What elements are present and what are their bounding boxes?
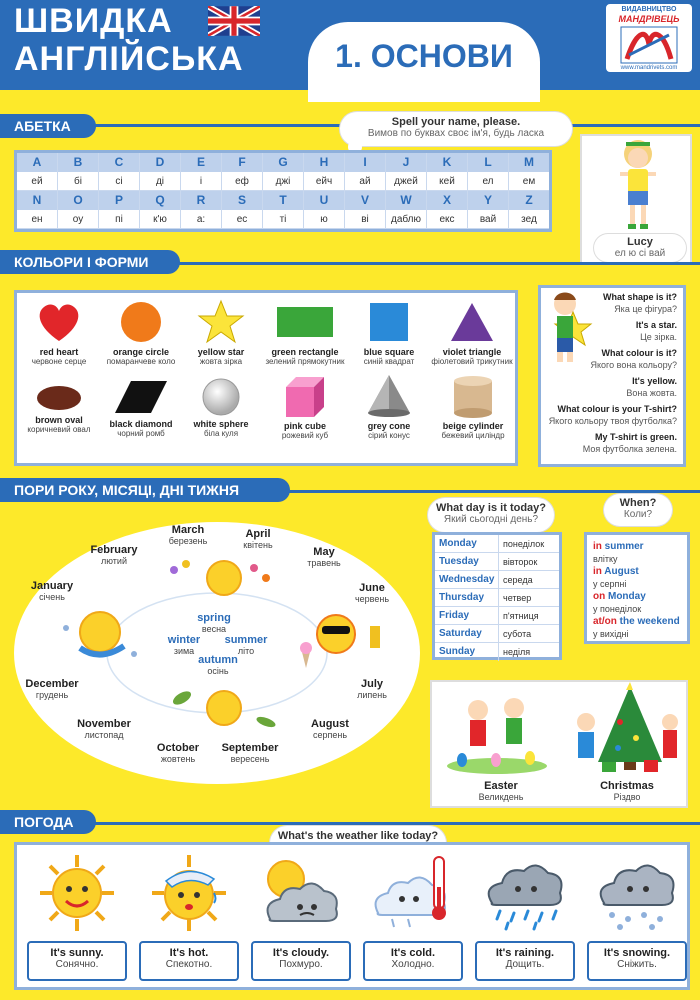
cylinder-icon xyxy=(448,373,498,419)
lucy-spelling: ел ю сі вай xyxy=(614,248,666,259)
section-label-alphabet: АБЕТКА xyxy=(0,114,96,138)
month-en: September xyxy=(221,742,279,754)
day-en: Monday xyxy=(435,535,499,552)
alphabet-letter-cell: A xyxy=(17,153,58,172)
day-en: Wednesday xyxy=(435,571,499,588)
oval-icon xyxy=(34,383,84,413)
month-ua: квітень xyxy=(243,540,273,550)
rain-cloud-icon xyxy=(480,853,570,933)
month-october xyxy=(136,742,220,764)
shape-red-heart xyxy=(17,299,101,366)
bubble-ua-text: Вимов по буквах своє ім'я, будь ласка xyxy=(367,128,545,139)
alphabet-letter-cell: W xyxy=(386,191,427,210)
alphabet-pron-cell: к'ю xyxy=(140,210,181,228)
month-en: August xyxy=(311,718,349,730)
shape-label-en: grey cone xyxy=(367,421,411,431)
alphabet-pron-cell: ай xyxy=(345,172,386,190)
shape-black-diamond xyxy=(99,377,183,438)
season-en: winter xyxy=(167,634,201,646)
shape-label-ua: чорний ромб xyxy=(117,429,165,438)
uk-flag-icon xyxy=(208,6,260,36)
weather-ua: Сніжить. xyxy=(617,959,657,970)
triangle-icon xyxy=(447,299,497,345)
dialog-line-ua: Яка це фігура? xyxy=(614,304,677,314)
month-ua: жовтень xyxy=(160,754,196,764)
boy-with-star-icon xyxy=(543,290,601,370)
weather-en: It's sunny. xyxy=(50,947,104,959)
shape-label-en: beige cylinder xyxy=(442,421,504,431)
weather-en: It's hot. xyxy=(169,947,209,959)
seasons-wheel xyxy=(14,522,420,784)
lucy-illustration xyxy=(580,134,692,264)
shape-label-ua: помаранчеве коло xyxy=(106,357,176,366)
sphere-icon xyxy=(196,377,246,417)
when-en: When? xyxy=(619,497,657,509)
preposition: in xyxy=(593,541,602,552)
alphabet-pron-cell: джей xyxy=(386,172,427,190)
day-row xyxy=(435,607,559,625)
when-list xyxy=(584,532,690,644)
alphabet-pron-cell: зед xyxy=(521,214,537,225)
section-divider xyxy=(0,822,700,825)
holiday-easter xyxy=(446,780,556,802)
season-en: autumn xyxy=(198,654,238,666)
season-en: spring xyxy=(197,612,231,624)
shape-green-rectangle xyxy=(263,299,347,366)
when-ua: влітку xyxy=(593,554,618,564)
rectangle-icon xyxy=(275,299,335,345)
shape-dialog xyxy=(538,285,686,467)
weather-card xyxy=(251,941,351,981)
alphabet-letter-cell: M xyxy=(524,155,534,169)
weather-snowing xyxy=(587,853,687,933)
month-ua: березень xyxy=(168,536,208,546)
dialog-line-en: What shape is it? xyxy=(602,292,677,302)
shape-label-en: white sphere xyxy=(193,419,249,429)
shape-label-ua: коричневий овал xyxy=(27,425,91,434)
shape-white-sphere xyxy=(179,377,263,438)
weather-hot xyxy=(139,853,239,933)
shape-label-en: orange circle xyxy=(112,347,170,357)
alphabet-pron-cell: оу xyxy=(58,210,99,228)
title-line-1: ШВИДКА xyxy=(14,2,173,40)
weather-en: It's cold. xyxy=(390,947,436,959)
when-ua: у понеділок xyxy=(593,604,642,614)
shape-label-ua: рожевий куб xyxy=(281,431,329,440)
month-en: July xyxy=(360,678,383,690)
alphabet-letter-cell: B xyxy=(58,153,99,172)
lesson-title: 1. ОСНОВИ xyxy=(335,38,513,74)
season-ua: осінь xyxy=(207,666,229,676)
alphabet-letter-cell: U xyxy=(304,191,345,210)
alphabet-letter-cell: H xyxy=(304,153,345,172)
when-phrase xyxy=(593,591,681,603)
cloudy-icon xyxy=(256,853,346,933)
month-en: January xyxy=(30,580,74,592)
day-row xyxy=(435,625,559,643)
shape-blue-square xyxy=(347,299,431,366)
alphabet-pron-cell: ейч xyxy=(304,172,345,190)
alphabet-pron-cell: а: xyxy=(181,210,222,228)
day-row xyxy=(435,571,559,589)
bubble-en-text: Spell your name, please. xyxy=(391,116,521,128)
holiday-en: Christmas xyxy=(600,780,654,792)
month-en: May xyxy=(313,546,335,558)
season-autumn xyxy=(186,654,250,676)
alphabet-letter-cell: F xyxy=(222,153,263,172)
day-ua: субота xyxy=(503,629,532,639)
when-noun: Monday xyxy=(605,591,646,602)
month-november xyxy=(62,718,146,740)
alphabet-pron-cell: ей xyxy=(17,172,58,190)
shape-label-en: red heart xyxy=(39,347,79,357)
alphabet-letter-cell: Q xyxy=(140,191,181,210)
season-winter xyxy=(152,634,216,656)
alphabet-letter-cell: O xyxy=(58,191,99,210)
weather-card xyxy=(475,941,575,981)
alphabet-pron-cell: і xyxy=(181,172,222,190)
winter-sun-icon xyxy=(80,612,120,652)
shape-label-ua: синій квадрат xyxy=(363,357,415,366)
shape-pink-cube xyxy=(263,373,347,440)
day-question-en: What day is it today? xyxy=(435,502,546,514)
lucy-name-bubble xyxy=(594,234,686,262)
alphabet-pron-cell: вай xyxy=(468,210,509,228)
weather-cold xyxy=(363,853,463,933)
holidays-panel xyxy=(430,680,688,808)
alphabet-pron-cell: бі xyxy=(58,172,99,190)
month-en: April xyxy=(245,528,271,540)
month-july xyxy=(330,678,414,700)
shape-label-en: violet triangle xyxy=(442,347,502,357)
shape-label-en: green rectangle xyxy=(271,347,339,357)
day-ua: п'ятниця xyxy=(503,611,539,621)
shape-label-ua: червоне серце xyxy=(31,357,87,366)
day-en: Saturday xyxy=(435,625,499,642)
star-icon xyxy=(196,299,246,345)
month-june xyxy=(330,582,414,604)
diamond-icon xyxy=(113,377,169,417)
alphabet-pron-cell: пі xyxy=(99,210,140,228)
weather-ua: Спекотно. xyxy=(165,959,213,970)
alphabet-letter-cell: X xyxy=(427,191,468,210)
shape-label-en: pink cube xyxy=(283,421,326,431)
section-label-weather: ПОГОДА xyxy=(0,810,96,834)
shape-label-ua: сірий конус xyxy=(368,431,410,440)
alphabet-letter-cell: P xyxy=(99,191,140,210)
dialog-line-ua: Це зірка. xyxy=(640,332,677,342)
day-ua: середа xyxy=(503,575,533,585)
dialog-line-en: What colour is your T-shirt? xyxy=(557,404,677,414)
days-table xyxy=(432,532,562,660)
preposition: at/on xyxy=(593,616,617,627)
alphabet-pron-cell: ві xyxy=(345,210,386,228)
when-ua: у серпні xyxy=(593,579,627,589)
day-row xyxy=(435,535,559,553)
weather-strip xyxy=(14,842,690,990)
alphabet-row-letters-1 xyxy=(17,153,549,172)
alphabet-pron-cell: еф xyxy=(222,172,263,190)
weather-en: It's cloudy. xyxy=(272,947,330,959)
alphabet-letter-cell: Z xyxy=(525,193,533,207)
shape-label-en: black diamond xyxy=(109,419,173,429)
month-ua: грудень xyxy=(35,690,69,700)
month-en: December xyxy=(25,678,79,690)
alphabet-pron-cell: ем xyxy=(522,176,536,187)
alphabet-pron-cell: кей xyxy=(427,172,468,190)
month-ua: травень xyxy=(307,558,341,568)
alphabet-letter-cell: R xyxy=(181,191,222,210)
weather-ua: Дощить. xyxy=(505,959,545,970)
shape-beige-cylinder xyxy=(431,373,515,440)
alphabet-row-prons-2 xyxy=(17,210,549,229)
preposition: in xyxy=(593,566,602,577)
month-ua: вересень xyxy=(230,754,270,764)
day-question-bubble xyxy=(428,498,554,532)
season-ua: зима xyxy=(173,646,195,656)
shape-grey-cone xyxy=(347,373,431,440)
alphabet-letter-cell: C xyxy=(99,153,140,172)
square-icon xyxy=(364,299,414,345)
dialog-line-en: What colour is it? xyxy=(601,348,677,358)
alphabet-pron-cell: ті xyxy=(263,210,304,228)
day-row xyxy=(435,553,559,571)
alphabet-letter-cell: G xyxy=(263,153,304,172)
publisher-name: МАНДРІВЕЦЬ xyxy=(618,14,680,24)
weather-card xyxy=(27,941,127,981)
hot-sun-icon xyxy=(144,853,234,933)
dialog-line-en: It's a star. xyxy=(635,320,677,330)
shape-label-ua: жовта зірка xyxy=(199,357,243,366)
girl-character-icon xyxy=(582,136,690,232)
section-label-colours: КОЛЬОРИ І ФОРМИ xyxy=(0,250,180,274)
alphabet-row-prons-1 xyxy=(17,172,549,191)
alphabet-row-letters-2 xyxy=(17,191,549,210)
alphabet-letter-cell: I xyxy=(345,153,386,172)
month-september xyxy=(208,742,292,764)
preposition: on xyxy=(593,591,606,602)
shape-label-en: brown oval xyxy=(35,415,83,425)
holiday-christmas xyxy=(572,780,682,802)
weather-sunny xyxy=(27,853,127,933)
day-en: Thursday xyxy=(435,589,499,606)
alphabet-letter-cell: E xyxy=(181,153,222,172)
month-en: March xyxy=(171,524,205,536)
spell-name-bubble xyxy=(340,112,572,146)
month-january xyxy=(10,580,94,602)
month-ua: листопад xyxy=(84,730,124,740)
shape-label-ua: зелений прямокутник xyxy=(265,357,345,366)
alphabet-pron-cell: ю xyxy=(304,210,345,228)
cold-cloud-icon xyxy=(368,853,458,933)
dialog-line-en: My T-shirt is green. xyxy=(594,432,677,442)
weather-card xyxy=(587,941,687,981)
month-ua: січень xyxy=(39,592,65,602)
lucy-name: Lucy xyxy=(627,236,653,248)
shape-label-ua: фіолетовий трикутник xyxy=(431,357,513,366)
weather-card xyxy=(363,941,463,981)
dialog-line-ua: Якого кольору твоя футболка? xyxy=(548,416,677,426)
alphabet-letter-cell: D xyxy=(140,153,181,172)
publisher-emblem-icon xyxy=(619,25,679,65)
weather-card xyxy=(139,941,239,981)
when-ua: у вихідні xyxy=(593,629,629,639)
weather-ua: Сонячно. xyxy=(55,959,99,970)
month-december xyxy=(10,678,94,700)
alphabet-letter-cell: Y xyxy=(468,191,509,210)
month-en: October xyxy=(156,742,200,754)
season-ua: весна xyxy=(201,624,227,634)
shape-violet-triangle xyxy=(427,299,517,366)
day-en: Tuesday xyxy=(435,553,499,570)
easter-kids-icon xyxy=(442,686,552,776)
weather-en: It's snowing. xyxy=(603,947,671,959)
weather-cloudy xyxy=(251,853,351,933)
shape-label-en: blue square xyxy=(363,347,415,357)
publisher-top-text: ВИДАВНИЦТВО xyxy=(621,6,677,13)
alphabet-letter-cell: N xyxy=(17,191,58,210)
day-ua: четвер xyxy=(503,593,532,603)
alphabet-letter-cell: S xyxy=(222,191,263,210)
month-ua: лютий xyxy=(101,556,127,566)
when-noun: the weekend xyxy=(616,616,680,627)
day-question-ua: Який сьогодні день? xyxy=(443,514,539,525)
season-spring xyxy=(182,612,246,634)
shape-label-en: yellow star xyxy=(197,347,245,357)
when-phrase xyxy=(593,566,681,578)
weather-raining xyxy=(475,853,575,933)
alphabet-pron-cell: ес xyxy=(222,210,263,228)
shapes-grid xyxy=(14,290,518,466)
heart-icon xyxy=(34,299,84,345)
alphabet-pron-cell: даблю xyxy=(386,210,427,228)
month-february xyxy=(72,544,156,566)
weather-ua: Холодно. xyxy=(391,959,435,970)
month-may xyxy=(282,546,366,568)
day-ua: вівторок xyxy=(503,557,538,567)
alphabet-pron-cell: ен xyxy=(17,210,58,228)
shape-yellow-star xyxy=(179,299,263,366)
alphabet-pron-cell: екс xyxy=(427,210,468,228)
month-en: June xyxy=(359,582,385,594)
title-line-2: АНГЛІЙСЬКА xyxy=(14,40,244,78)
weather-question-en: What's the weather like today? xyxy=(277,830,439,842)
christmas-tree-icon xyxy=(570,682,682,778)
shape-orange-circle xyxy=(99,299,183,366)
page-header xyxy=(0,0,700,90)
weather-ua: Похмуро. xyxy=(279,959,323,970)
spring-sun-icon xyxy=(207,561,241,595)
alphabet-letter-cell: V xyxy=(345,191,386,210)
day-row xyxy=(435,589,559,607)
month-ua: серпень xyxy=(312,730,348,740)
when-phrase xyxy=(593,541,681,553)
dialog-line-ua: Вона жовта. xyxy=(626,388,677,398)
alphabet-pron-cell: сі xyxy=(99,172,140,190)
season-en: summer xyxy=(224,634,268,646)
month-august xyxy=(288,718,372,740)
dialog-line-ua: Якого вона кольору? xyxy=(590,360,677,370)
holiday-en: Easter xyxy=(484,780,518,792)
holiday-ua: Різдво xyxy=(613,792,641,802)
when-noun: August xyxy=(601,566,639,577)
when-ua: Коли? xyxy=(623,509,653,520)
day-row xyxy=(435,643,559,661)
cube-icon xyxy=(280,373,330,419)
alphabet-table xyxy=(14,150,552,232)
season-ua: літо xyxy=(237,646,255,656)
dialog-line-ua: Моя футболка зелена. xyxy=(582,444,677,454)
circle-icon xyxy=(116,299,166,345)
alphabet-letter-cell: K xyxy=(427,153,468,172)
day-en: Friday xyxy=(435,607,499,624)
alphabet-letter-cell: L xyxy=(468,153,509,172)
month-ua: червень xyxy=(354,594,390,604)
section-label-seasons: ПОРИ РОКУ, МІСЯЦІ, ДНІ ТИЖНЯ xyxy=(0,478,290,502)
shape-brown-oval xyxy=(17,383,101,434)
when-noun: summer xyxy=(601,541,644,552)
cone-icon xyxy=(364,373,414,419)
autumn-sun-icon xyxy=(207,691,241,725)
shape-label-ua: біла куля xyxy=(203,429,239,438)
weather-en: It's raining. xyxy=(495,947,555,959)
lesson-pill xyxy=(308,22,540,102)
alphabet-pron-cell: джі xyxy=(263,172,304,190)
when-bubble xyxy=(604,494,672,526)
alphabet-letter-cell: T xyxy=(263,191,304,210)
month-en: February xyxy=(90,544,138,556)
when-phrase xyxy=(593,616,681,628)
publisher-url: www.mandrivets.com xyxy=(620,65,678,71)
month-ua: липень xyxy=(357,690,387,700)
day-ua: понеділок xyxy=(503,539,545,549)
snow-cloud-icon xyxy=(592,853,682,933)
alphabet-letter-cell: J xyxy=(386,153,427,172)
day-en: Sunday xyxy=(435,643,499,661)
publisher-logo xyxy=(604,2,694,74)
alphabet-pron-cell: ді xyxy=(140,172,181,190)
holiday-ua: Великдень xyxy=(478,792,524,802)
dialog-line-en: It's yellow. xyxy=(632,376,677,386)
sunny-icon xyxy=(32,853,122,933)
season-summer xyxy=(214,634,278,656)
alphabet-pron-cell: ел xyxy=(468,172,509,190)
shape-label-ua: бежевий циліндр xyxy=(441,431,505,440)
month-en: November xyxy=(77,718,131,730)
day-ua: неділя xyxy=(503,647,531,657)
